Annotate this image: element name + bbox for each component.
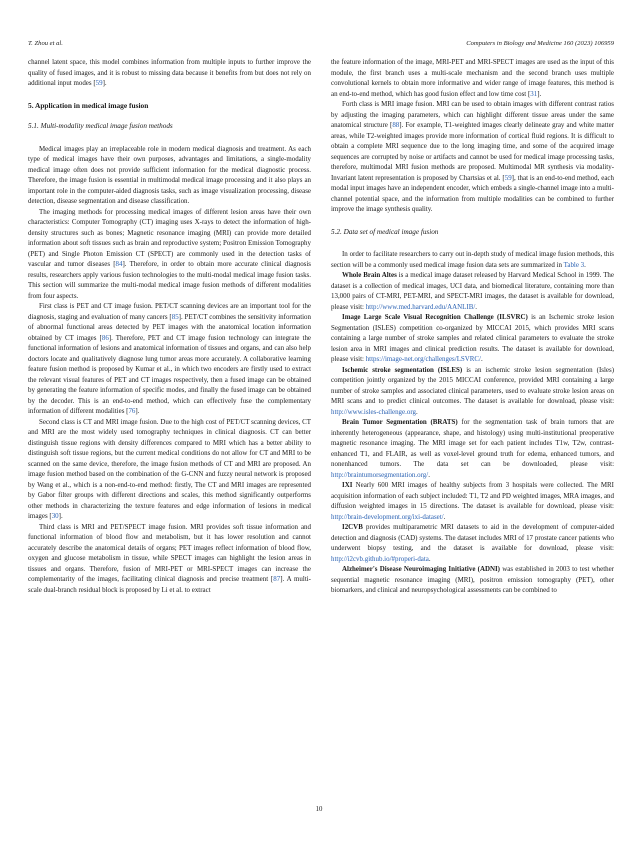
citation-link[interactable]: 31	[530, 89, 538, 98]
dataset-brats: Brain Tumor Segmentation (BRATS) for the segmentation task of brain tumors that are inherently heterogeneous (appearance, shape, and histology) using multi-institutional preoperative magnetic resonance imaging. The MRI image set for each patient includes T1w, T2w, contrast-enhanced T1, and FLAIR, as well as voxel-level ground truth for edema, enhanced tumors, and nonenhanced tumors. The data set can be downloaded, please visit: http://braintumorsegmentation.org/.	[331, 418, 614, 479]
left-column	[28, 57, 311, 595]
dataset-adni: Alzheimer's Disease Neuroimaging Initiative (ADNI) was established in 2003 to test whether sequential magnetic resonance imaging (MRI), positron emission tomography (PET), other biomarkers, and clinical and neuropsychological assessments can be combined to	[331, 565, 614, 594]
running-header-journal: Computers in Biology and Medicine 160 (2023) 106959	[466, 40, 614, 47]
dataset-ixi: IXI Nearly 600 MRI images of healthy subjects from 3 hospitals were collected. The MRI acquisition information of each subject included: T1, T2 and PD weighted images, MRA images, and diffusion weighted images in 15 directions. The dataset is available for download, please visit: http://brain-development.org/ixi-dataset/.	[331, 481, 614, 521]
citation-link[interactable]: 84	[115, 260, 123, 268]
dataset-url-link[interactable]: http://www.med.harvard.edu/AANLIB/	[365, 302, 476, 311]
right-column	[331, 57, 614, 596]
dataset-url-link[interactable]: https://image-net.org/challenges/LSVRC/	[365, 355, 481, 363]
citation-link[interactable]: 59	[504, 173, 512, 182]
paragraph-dual-branch-continuation: the feature information of the image, MRI-PET and MRI-SPECT images are used as the input of this module, the first branch uses a multi-scale mechanism and the second branch uses multiple convolutional kernels to obtain more informative and wider range of image features, this method is an end-to-end method, which has good fusion effect and low time cost [31].	[331, 58, 614, 98]
dataset-url-link[interactable]: http://i2cvb.github.io/#properi-data	[331, 554, 429, 563]
subsection-heading-5-1: 5.1. Multi-modality medical image fusion methods	[28, 122, 173, 130]
citation-link[interactable]: 86	[101, 333, 109, 342]
paragraph-pet-ct-fusion: First class is PET and CT image fusion. PET/CT scanning devices are an important tool for the diagnosis, staging and evaluation of many cancers [85]. PET/CT combines the sensitivity information of abnormal functional areas detected by PET images with the anatomical location information obtained by CT images [86]. Therefore, PET and CT image fusion technology can integrate the functional information of lesions and anatomical information of tissues and organs, and can also help doctors locate and qualitatively diagnose lung tumor areas more accurately. A collaborative learning feature fusion method is proposed by Kumar et al., in which two encoders are firstly used to extract the relevant visual features of PET and CT images respectively, then a fused image can be obtained by generating the feature information of specific modes, and finally the fused image can be obtained by the decoder. This is an end-to-end method, which can effectively fuse the complementary information of different modalities [76].	[28, 302, 312, 415]
table-reference-link[interactable]: Table 3	[563, 260, 585, 269]
dataset-isles: Ischemic stroke segmentation (ISLES) is an ischemic stroke lesion segmentation (Isles) competition jointly organized by the 2015 MICCAI conference, provided MRI containing a large number of stroke samples and associated clinical parameters, used to evaluate stroke lesion areas on MRI scans and to predict clinical outcomes. The dataset is available for download, please visit: http://www.isles-challenge.org.	[331, 365, 615, 416]
section-heading-5: 5. Application in medical image fusion	[28, 100, 149, 110]
paragraph-ct-mri-fusion: Second class is CT and MRI image fusion. Due to the high cost of PET/CT scanning devices, CT and MRI are the most widely used tomography techniques in clinical diagnosis. CT can better distinguish tissue regions with density differences compared to MRI which has a better ability to distinguish soft tissue regions, but the current medical conditions do not allow for CT and MRI to be scanned on the same device, therefore, the image fusion methods of CT and MRI are proposed. An image fusion method based on the combination of the G-CNN and fuzzy neural network is proposed by Wang et al., which is a non-end-to-end method: firstly, The CT and MRI images are represented by Gabor filter groups with different directions and scales, this method significantly outperforms other methods in characterizing the texture features and edge information of lesions in medical images [30].	[28, 417, 311, 520]
paragraph-intro-continuation: channel latent space, this model combines information from multiple inputs to further improve the quality of fused images, and it is robust to missing data because it benefits from but does not rely on additional input modes [59].	[28, 58, 311, 87]
dataset-url-link[interactable]: http://brain-development.org/ixi-dataset/	[331, 512, 444, 521]
dataset-url-link[interactable]: http://braintumorsegmentation.org/	[331, 470, 429, 479]
subsection-heading-5-2: 5.2. Data set of medical image fusion	[331, 227, 439, 236]
paragraph-mri-pet-spect-fusion: Third class is MRI and PET/SPECT image fusion. MRI provides soft tissue information and functional information of blood flow and metabolism, but it has lower resolution and cannot accurately describe the anatomical details of organs; PET images reflect information of blood flow, oxygen and glucose metabolism in tissue, while SPECT images can highlight the lesion areas in tissues and organs. Therefore, fusion of MRI-PET or MRI-SPECT images can increase the complementarity of the images, facilitating clinical diagnosis and precise treatment [87]. A multi-scale dual-branch residual block is proposed by Li et al. to extract	[28, 522, 311, 594]
paragraph-mri-fusion: Forth class is MRI image fusion. MRI can be used to obtain images with different contrast ratios by adjusting the imaging parameters, which can highlight different tissue areas under the same anatomical structure [88]. For example, T1-weighted images clearly delineate gray and white matter areas, while T2-weighted images provide more information of cortical fluid regions. It is difficult to obtain a complete MRI sequence due to the long imaging time, and some of the acquired image sequences are corrupted by noise or artifacts and cannot be used for medical image processing tasks, therefore, multimodal MRI fusion methods are proposed. Multimodal MR synthesis via modality-Invariant latent representation is proposed by Chartsias et al. [59], that is an end-to-end method, each modal input images have an independent encoder, which embeds a single-channel image into a multi-channel potential space, and the information from multiple modalities can be combined to further improve the image synthesis quality.	[331, 100, 614, 213]
page-number: 10	[315, 806, 323, 813]
citation-link[interactable]: 88	[392, 121, 400, 129]
citation-link[interactable]: 59	[95, 79, 103, 87]
citation-link[interactable]: 87	[273, 575, 281, 583]
citation-link[interactable]: 30	[51, 512, 59, 520]
dataset-i2cvb: I2CVB provides multiparametric MRI datasets to aid in the development of computer-aided detection and diagnosis (CAD) systems. The dataset includes MRI of 17 prostate cancer patients who underwent biopsy testing, and the dataset is available for download, please visit: http://i2cvb.github.io/#properi-data.	[331, 523, 614, 563]
running-header-authors: T. Zhou et al.	[28, 40, 63, 47]
paragraph-imaging-methods: The imaging methods for processing medical images of different lesion areas have their own characteristics: Computer Tomography (CT) imaging uses X-rays to detect the information of high-density structures such as bones; Magnetic resonance imaging (MRI) can provide more detailed information about soft tissues such as brain and reproductive system; Positron Emission Tomography (PET) and Single Photon Emission CT (SPECT) are commonly used in the detection tasks of vascular and tumor diseases [84]. Therefore, in order to obtain more accurate clinical diagnosis results, researchers apply various fusion technologies to the multi-modal medical image fusion tasks. This section will summarize the multi-modal medical image fusion methods of different modalities from four aspects.	[28, 207, 312, 300]
dataset-whole-brain-atlas: Whole Brain Altes is a medical image dataset released by Harvard Medical School in 1999. The dataset is a collection of medical images, UCI data, and biomedical literature, containing more than 13,000 pairs of CT-MRI, PET-MRI, and SPECT-MRI images, the dataset is available for download, please visit: http://www.med.harvard.edu/AANLIB/.	[331, 271, 614, 311]
dataset-url-link[interactable]: http://www.isles-challenge.org	[331, 407, 416, 416]
paragraph-datasets-intro: In order to facilitate researchers to carry out in-depth study of medical image fusion methods, this section will be a commonly used medical image fusion data sets are summarized in Table 3.	[331, 250, 614, 269]
paragraph-medical-images: Medical images play an irreplaceable role in modern medical diagnosis and treatment. As each type of medical images have their own purposes, advantages and limitations, a single-modality medical image often does not provide sufficient information for the medical diagnostic process. Therefore, the image fusion is essential in multimodal medical image processing and it also plays an important role in the computer-aided diagnosis tasks, such as image visualization processing, disease detection, disease segmentation and disease classification.	[28, 144, 311, 205]
citation-link[interactable]: 76	[128, 407, 136, 415]
dataset-ilsvrc: Image Large Scale Visual Recognition Challenge (ILSVRC) is an Ischemic stroke lesion Segmentation (ISLES) competition co-organized by MICCAI 2015, which provides MRI scans containing a large number of stroke samples and related clinical parameters to evaluate the stroke lesion area in MRI images and clinical prediction results. The dataset is available for download, please visit: https://image-net.org/challenges/LSVRC/.	[331, 313, 614, 363]
citation-link[interactable]: 85	[171, 312, 179, 321]
